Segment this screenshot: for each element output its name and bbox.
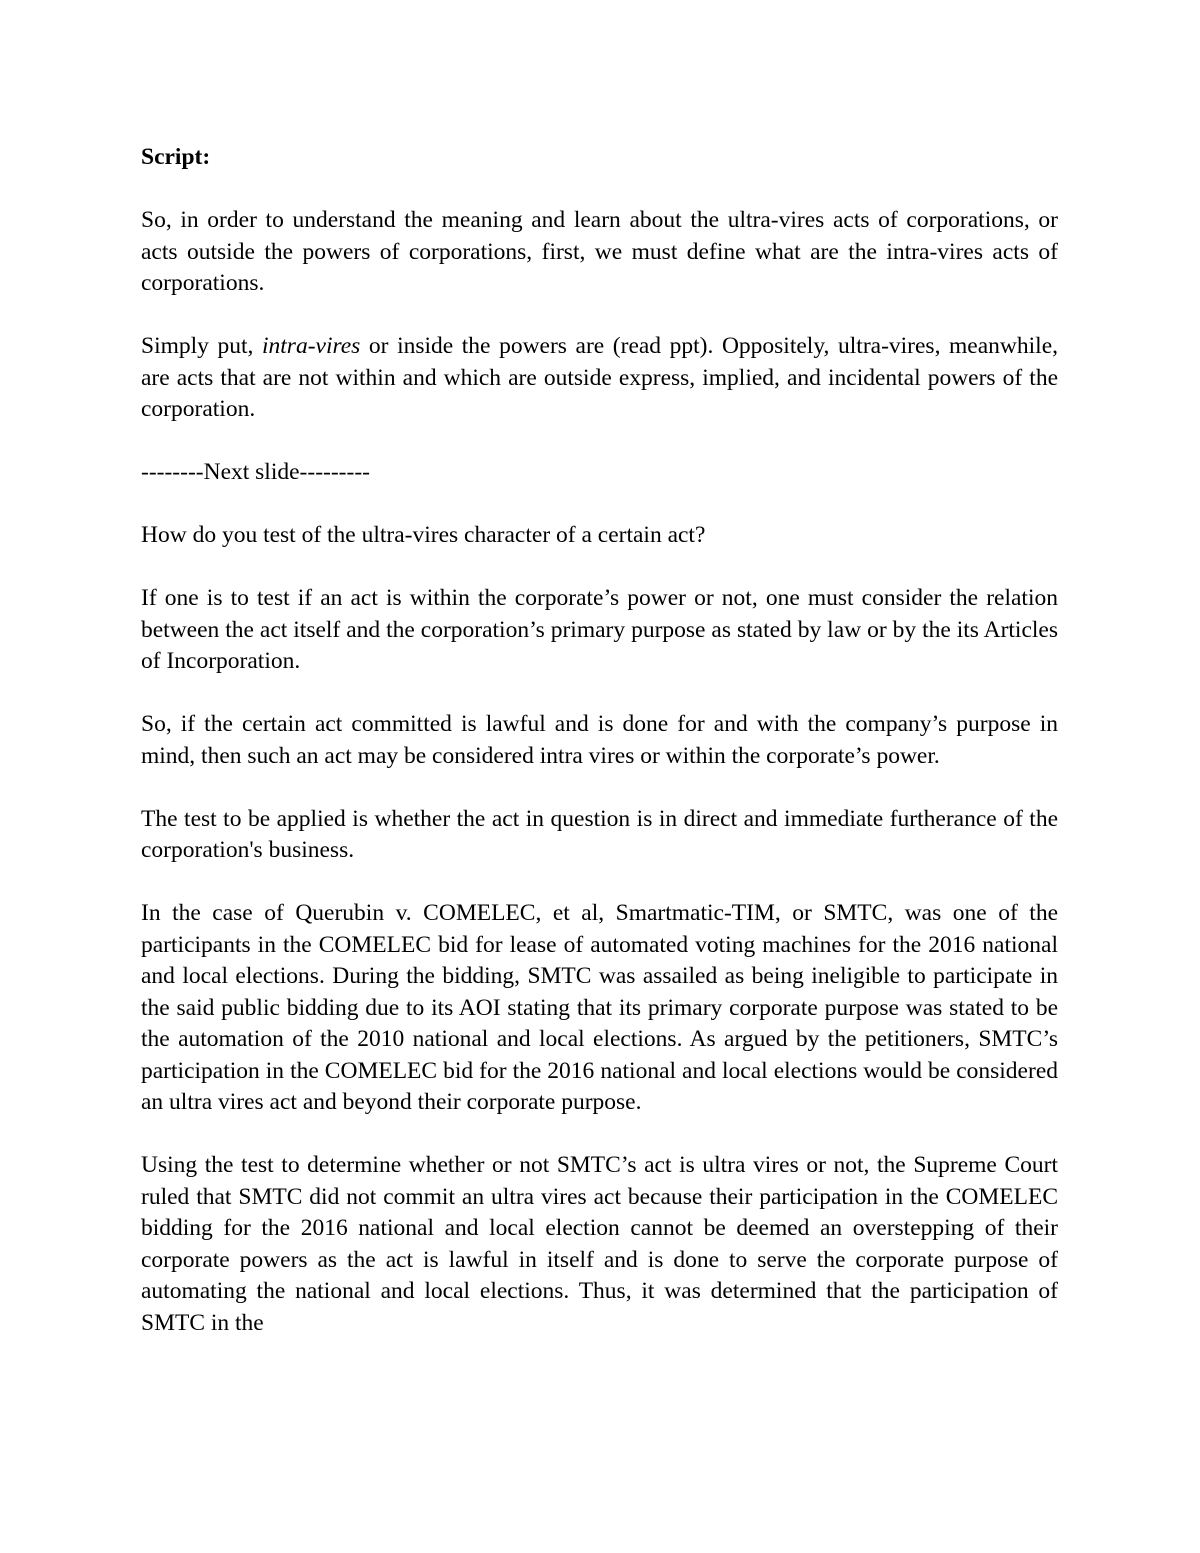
- paragraph-ultra-vires-intro: So, in order to understand the meaning and learn about the ultra-vires acts of corporations, or acts outside the powers of corporations, first, we must define what are the intra-vires acts of corporations.: [141, 207, 1058, 296]
- italic-term: intra-vires: [261, 333, 361, 359]
- paragraph-supreme-court-ruling: Using the test to determine whether or not SMTC’s act is ultra vires or not, the Supreme Court ruled that SMTC did not commit an ultra vires act because their participation in the COMELEC bidding for the 2016 national and local election cannot be deemed an overstepping of their corporate powers as the act is lawful in itself and is done to serve the corporate purpose of automating the national and local elections. Thus, it was determined that the participation of SMTC in the: [141, 1152, 1058, 1336]
- document-page: [141, 142, 1058, 1371]
- paragraph-text: or inside the powers are (read ppt). Oppositely, ultra-vires, meanwhile, are acts that are not within and which are outside express, implied, and incidental powers of the corporation.: [141, 333, 1059, 422]
- paragraph-querubin-case: In the case of Querubin v. COMELEC, et al, Smartmatic-TIM, or SMTC, was one of the participants in the COMELEC bid for lease of automated voting machines for the 2016 national and local elections. During the bidding, SMTC was assailed as being ineligible to participate in the said public bidding due to its AOI stating that its primary corporate purpose was stated to be the automation of the 2010 national and local elections. As argued by the petitioners, SMTC’s participation in the COMELEC bid for the 2016 national and local elections would be considered an ultra vires act and beyond their corporate purpose.: [141, 900, 1058, 1115]
- paragraph-lawful-act: So, if the certain act committed is lawful and is done for and with the company’s purpose in mind, then such an act may be considered intra vires or within the corporate’s power.: [141, 711, 1058, 769]
- paragraph-text: Simply put,: [141, 333, 262, 359]
- paragraph-test-applied: The test to be applied is whether the act in question is in direct and immediate furtherance of the corporation's business.: [141, 805, 1058, 863]
- paragraph-test-question: How do you test of the ultra-vires character of a certain act?: [141, 522, 706, 548]
- paragraph-intra-vires-definition: [141, 331, 1058, 426]
- paragraph-test-explanation: If one is to test if an act is within the corporate’s power or not, one must consider the relation between the act itself and the corporation’s primary purpose as stated by law or by the its Articles of Incorporation.: [141, 585, 1058, 674]
- script-heading: Script:: [141, 144, 211, 170]
- next-slide-separator: --------Next slide---------: [141, 459, 370, 485]
